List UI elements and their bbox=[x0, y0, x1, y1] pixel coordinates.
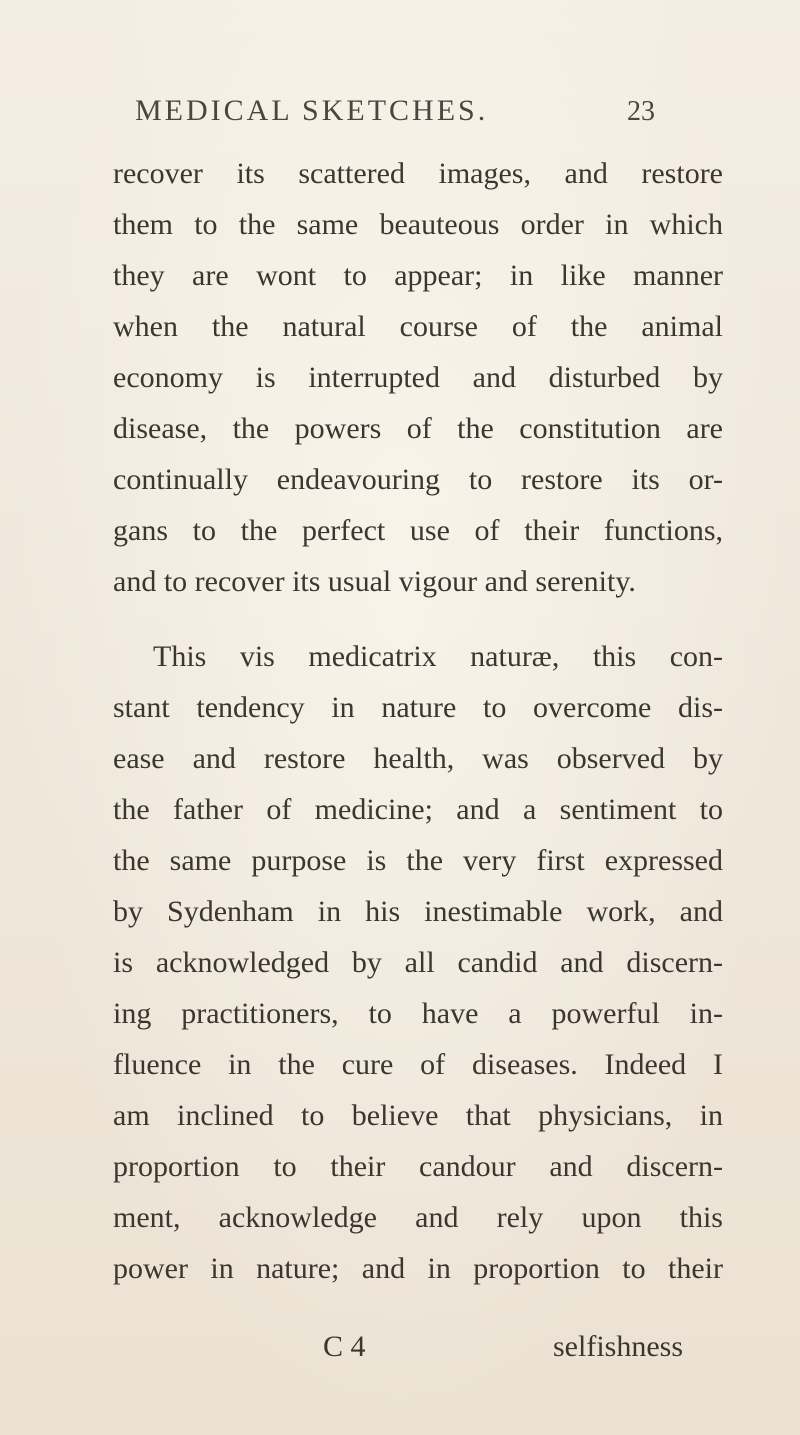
text-line: am inclined to believe that physicians, in bbox=[113, 1099, 723, 1132]
text-line: fluence in the cure of diseases. Indeed I bbox=[113, 1048, 723, 1081]
text-line: stant tendency in nature to overcome dis- bbox=[113, 691, 723, 724]
signature-mark: C 4 bbox=[323, 1330, 366, 1363]
page-header bbox=[135, 94, 655, 134]
text-line: continually endeavouring to restore its or- bbox=[113, 463, 723, 496]
text-line: when the natural course of the animal bbox=[113, 310, 723, 343]
text-line: the same purpose is the very first expressed bbox=[113, 844, 723, 877]
text-line: gans to the perfect use of their functions, bbox=[113, 514, 723, 547]
text-line: ing practitioners, to have a powerful in- bbox=[113, 997, 723, 1030]
text-line: recover its scattered images, and restore bbox=[113, 157, 723, 190]
text-line: disease, the powers of the constitution are bbox=[113, 412, 723, 445]
text-line: by Sydenham in his inestimable work, and bbox=[113, 895, 723, 928]
text-line: economy is interrupted and disturbed by bbox=[113, 361, 723, 394]
text-line: proportion to their candour and discern- bbox=[113, 1150, 723, 1183]
page-number: 23 bbox=[627, 96, 655, 127]
text-line: them to the same beauteous order in which bbox=[113, 208, 723, 241]
text-line: power in nature; and in proportion to their bbox=[113, 1252, 723, 1285]
running-title: MEDICAL SKETCHES. bbox=[135, 94, 489, 127]
text-line: This vis medicatrix naturæ, this con- bbox=[153, 640, 723, 673]
text-line: and to recover its usual vigour and serenity. bbox=[113, 565, 636, 598]
text-line: they are wont to appear; in like manner bbox=[113, 259, 723, 292]
page-footer bbox=[113, 1330, 723, 1370]
body-text bbox=[113, 148, 723, 1294]
text-line: the father of medicine; and a sentiment to bbox=[113, 793, 723, 826]
text-line: ease and restore health, was observed by bbox=[113, 742, 723, 775]
text-line: is acknowledged by all candid and discern- bbox=[113, 946, 723, 979]
text-line: ment, acknowledge and rely upon this bbox=[113, 1201, 723, 1234]
catchword: selfishness bbox=[553, 1330, 683, 1363]
